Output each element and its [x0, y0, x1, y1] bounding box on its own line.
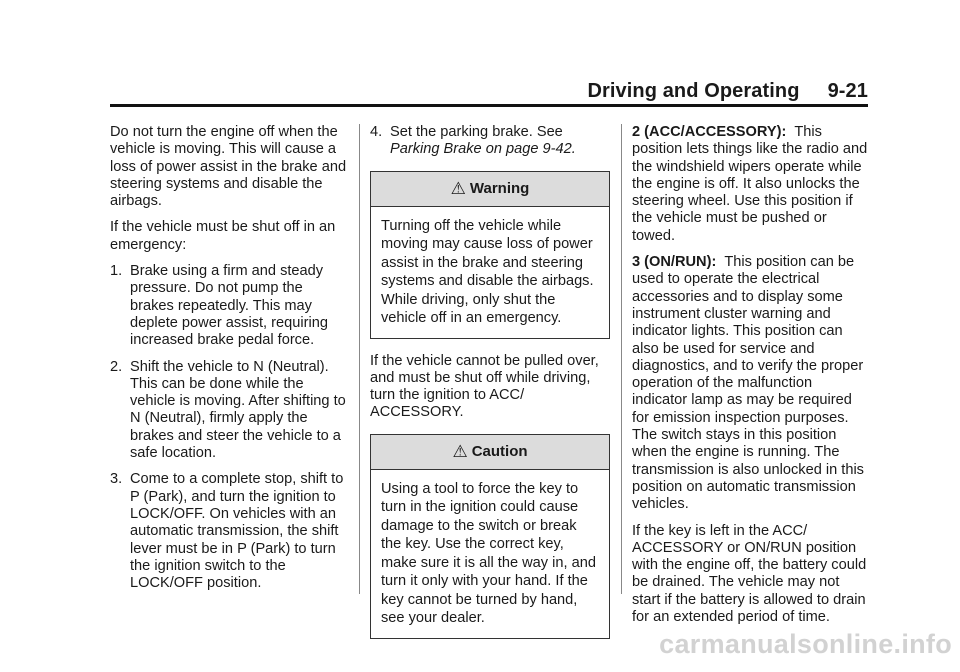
list-item	[110, 471, 350, 592]
column-left	[110, 124, 350, 601]
section-title: Driving and Operating	[587, 80, 800, 102]
step-4-text: Set the parking brake. See	[390, 124, 563, 140]
step-number: 1.	[110, 263, 123, 280]
warning-triangle-icon: ⚠	[450, 178, 466, 198]
caution-title: Caution	[471, 442, 528, 460]
battery-paragraph: If the key is left in the ACC/ ACCESSORY or ON/RUN position with the engine off, the battery could be drained. The vehicle may not start if the battery is allowed to drain for an extended period of time.	[632, 522, 867, 626]
acc-description: This position lets things like the radio and the windshield wipers operate while the engine is off. It also unlocks the steering wheel. Use this position if the vehicle must be pushed or towed.	[632, 124, 868, 244]
on-run-position-paragraph	[632, 254, 870, 513]
caution-box	[370, 434, 610, 639]
warning-title: Warning	[469, 179, 530, 197]
emergency-paragraph: If the vehicle must be shut off in an emergency:	[110, 219, 336, 253]
acc-position-paragraph	[632, 124, 870, 245]
page-number: 9-21	[827, 80, 868, 102]
accessory-paragraph: If the vehicle cannot be pulled over, and must be shut off while driving, turn the ignition to ACC/ ACCESSORY.	[370, 352, 599, 421]
page-header	[587, 80, 868, 103]
warning-header	[371, 172, 609, 207]
column-divider	[359, 124, 360, 594]
step-number: 2.	[110, 358, 123, 375]
header-rule	[110, 104, 868, 107]
acc-term: 2 (ACC/ACCESSORY):	[632, 124, 787, 140]
column-middle	[370, 124, 610, 653]
step-text: Brake using a firm and steady pressure. Do not pump the brakes repeatedly. This may deplete power assist, requiring increased brake pedal force.	[130, 263, 328, 349]
warning-triangle-icon: ⚠	[452, 441, 468, 461]
caution-header	[371, 435, 609, 470]
warning-box	[370, 171, 610, 339]
column-divider	[621, 124, 622, 594]
step-text: Come to a complete stop, shift to P (Park), and turn the ignition to LOCK/OFF. On vehicles with an automatic transmission, the shift lever must be in P (Park) to turn the ignition switch to the LOCK/OFF position.	[130, 471, 344, 592]
parking-brake-reference: Parking Brake on page 9-42.	[390, 141, 576, 158]
on-run-term: 3 (ON/RUN):	[632, 254, 717, 271]
watermark: carmanualsonline.info	[659, 629, 952, 659]
step-number: 3.	[110, 471, 123, 488]
step-text: Shift the vehicle to N (Neutral). This can be done while the vehicle is moving. After shifting to N (Neutral), firmly apply the brakes and steer the vehicle to a safe location.	[130, 358, 346, 462]
intro-paragraph: Do not turn the engine off when the vehicle is moving. This will cause a loss of power assist in the brake and steering systems and disable the airbags.	[110, 124, 347, 210]
list-item	[370, 124, 610, 159]
caution-body: Using a tool to force the key to turn in the ignition could cause damage to the switch or break the key. Use the correct key, make sure it is all the way in, and turn it only with your hand. If the key cannot be turned by hand, see your dealer.	[381, 480, 596, 627]
on-run-description: This position can be used to operate the electrical accessories and to display some instrument cluster warning and indicator lights. This position can also be used for service and diagnostics, and to verify the proper operation of the malfunction indicator lamp as may be required for emission inspection purposes. The switch stays in this position when the engine is running. The transmission is also unlocked in this position on automatic transmission vehicles.	[632, 254, 864, 513]
warning-body: Turning off the vehicle while moving may cause loss of power assist in the brake and steering systems and disable the airbags. While driving, only shut the vehicle off in an emergency.	[381, 217, 594, 327]
step-text	[390, 124, 610, 159]
list-item	[110, 359, 350, 463]
column-right	[632, 124, 870, 635]
step-number: 4.	[370, 124, 383, 140]
list-item	[110, 263, 350, 349]
